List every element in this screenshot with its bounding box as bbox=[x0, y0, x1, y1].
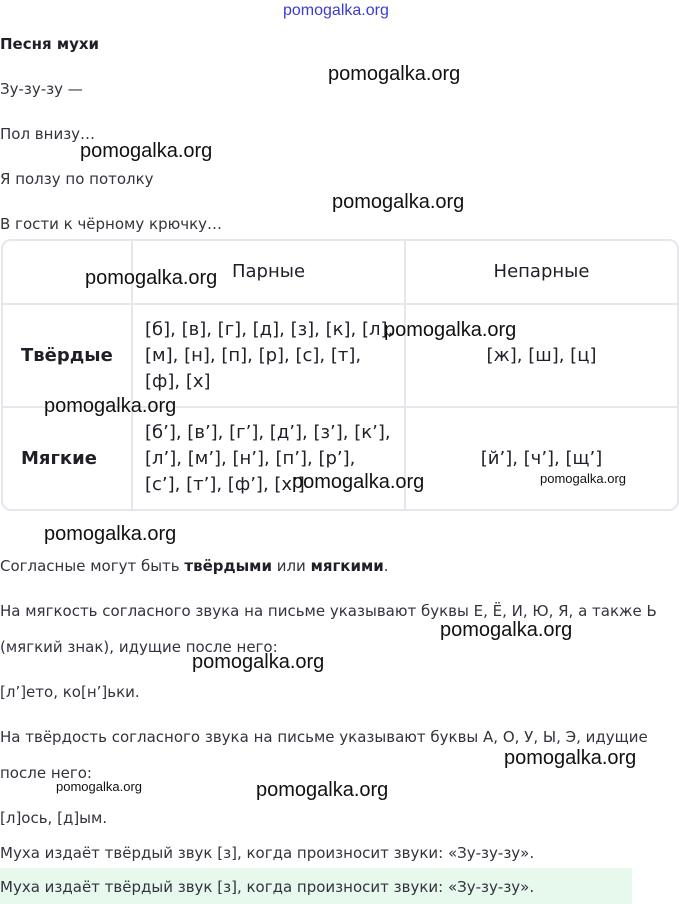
watermark: pomogalka.org bbox=[292, 471, 425, 493]
paragraph-hardness-line-1: На твёрдость согласного звука на письме указывают буквы А, О, У, Ы, Э, идущие bbox=[0, 728, 648, 746]
poem-line-1: Зу-зу-зу — bbox=[0, 80, 83, 98]
table-header-unpaired: Непарные bbox=[406, 241, 677, 305]
watermark: pomogalka.org bbox=[192, 651, 325, 673]
fly-sound-sentence: Муха издаёт твёрдый звук [з], когда произносит звуки: «Зу-зу-зу». bbox=[0, 844, 535, 862]
soft-unpaired-cell: [й’], [ч’], [щ’] bbox=[480, 447, 603, 469]
paragraph-softness-line-1: На мягкость согласного звука на письме указывают буквы Е, Ё, И, Ю, Я, а также Ь bbox=[0, 602, 657, 620]
watermark: pomogalka.org bbox=[80, 140, 213, 162]
poem-line-4: В гости к чёрному крючку… bbox=[0, 215, 223, 233]
watermark: pomogalka.org bbox=[44, 395, 177, 417]
p1-text-a: Согласные могут быть bbox=[0, 557, 185, 575]
row-label-hard: Твёрдые bbox=[3, 305, 133, 408]
watermark: pomogalka.org bbox=[328, 63, 461, 85]
watermark: pomogalka.org bbox=[44, 523, 177, 545]
hard-unpaired-cell: [ж], [ш], [ц] bbox=[406, 305, 677, 408]
watermark-small: pomogalka.org bbox=[540, 471, 626, 486]
paragraph-hard-soft bbox=[0, 556, 389, 576]
row-label-soft: Мягкие bbox=[3, 408, 133, 509]
paragraph-hardness-line-2: после него: bbox=[0, 764, 92, 782]
watermark: pomogalka.org bbox=[256, 779, 389, 801]
example-soft: [л’]ето, ко[н’]ьки. bbox=[0, 683, 140, 701]
watermark: pomogalka.org bbox=[440, 619, 573, 641]
watermark-small: pomogalka.org bbox=[56, 779, 142, 794]
hard-paired-cell: [б], [в], [г], [д], [з], [к], [л], [м], [н], [п], [р], [с], [т], [ф], [х] bbox=[133, 305, 406, 408]
table-row bbox=[3, 305, 677, 408]
watermark: pomogalka.org bbox=[332, 191, 465, 213]
answer-sentence: Муха издаёт твёрдый звук [з], когда произносит звуки: «Зу-зу-зу». bbox=[0, 878, 535, 896]
p1-bold-hard: твёрдыми bbox=[184, 557, 272, 575]
p1-text-e: . bbox=[383, 557, 389, 575]
watermark: pomogalka.org bbox=[85, 267, 218, 289]
example-hard: [л]ось, [д]ым. bbox=[0, 809, 108, 827]
table-header-paired: Парные bbox=[133, 241, 406, 305]
paragraph-softness-line-2: (мягкий знак), идущие после него: bbox=[0, 638, 278, 656]
poem-title: Песня мухи bbox=[0, 35, 100, 53]
watermark: pomogalka.org bbox=[384, 319, 517, 341]
poem-line-2: Пол внизу… bbox=[0, 125, 96, 143]
p1-bold-soft: мягкими bbox=[310, 557, 384, 575]
soft-paired-cell: [б’], [в’], [г’], [д’], [з’], [к’], [л’], [м’], [н’], [п’], [р’], [с’], [т’], [ф’], [х’] bbox=[133, 408, 406, 509]
watermark-top: pomogalka.org bbox=[283, 2, 389, 19]
watermark: pomogalka.org bbox=[504, 747, 637, 769]
p1-text-c: или bbox=[271, 557, 311, 575]
poem-line-3: Я ползу по потолку bbox=[0, 170, 154, 188]
